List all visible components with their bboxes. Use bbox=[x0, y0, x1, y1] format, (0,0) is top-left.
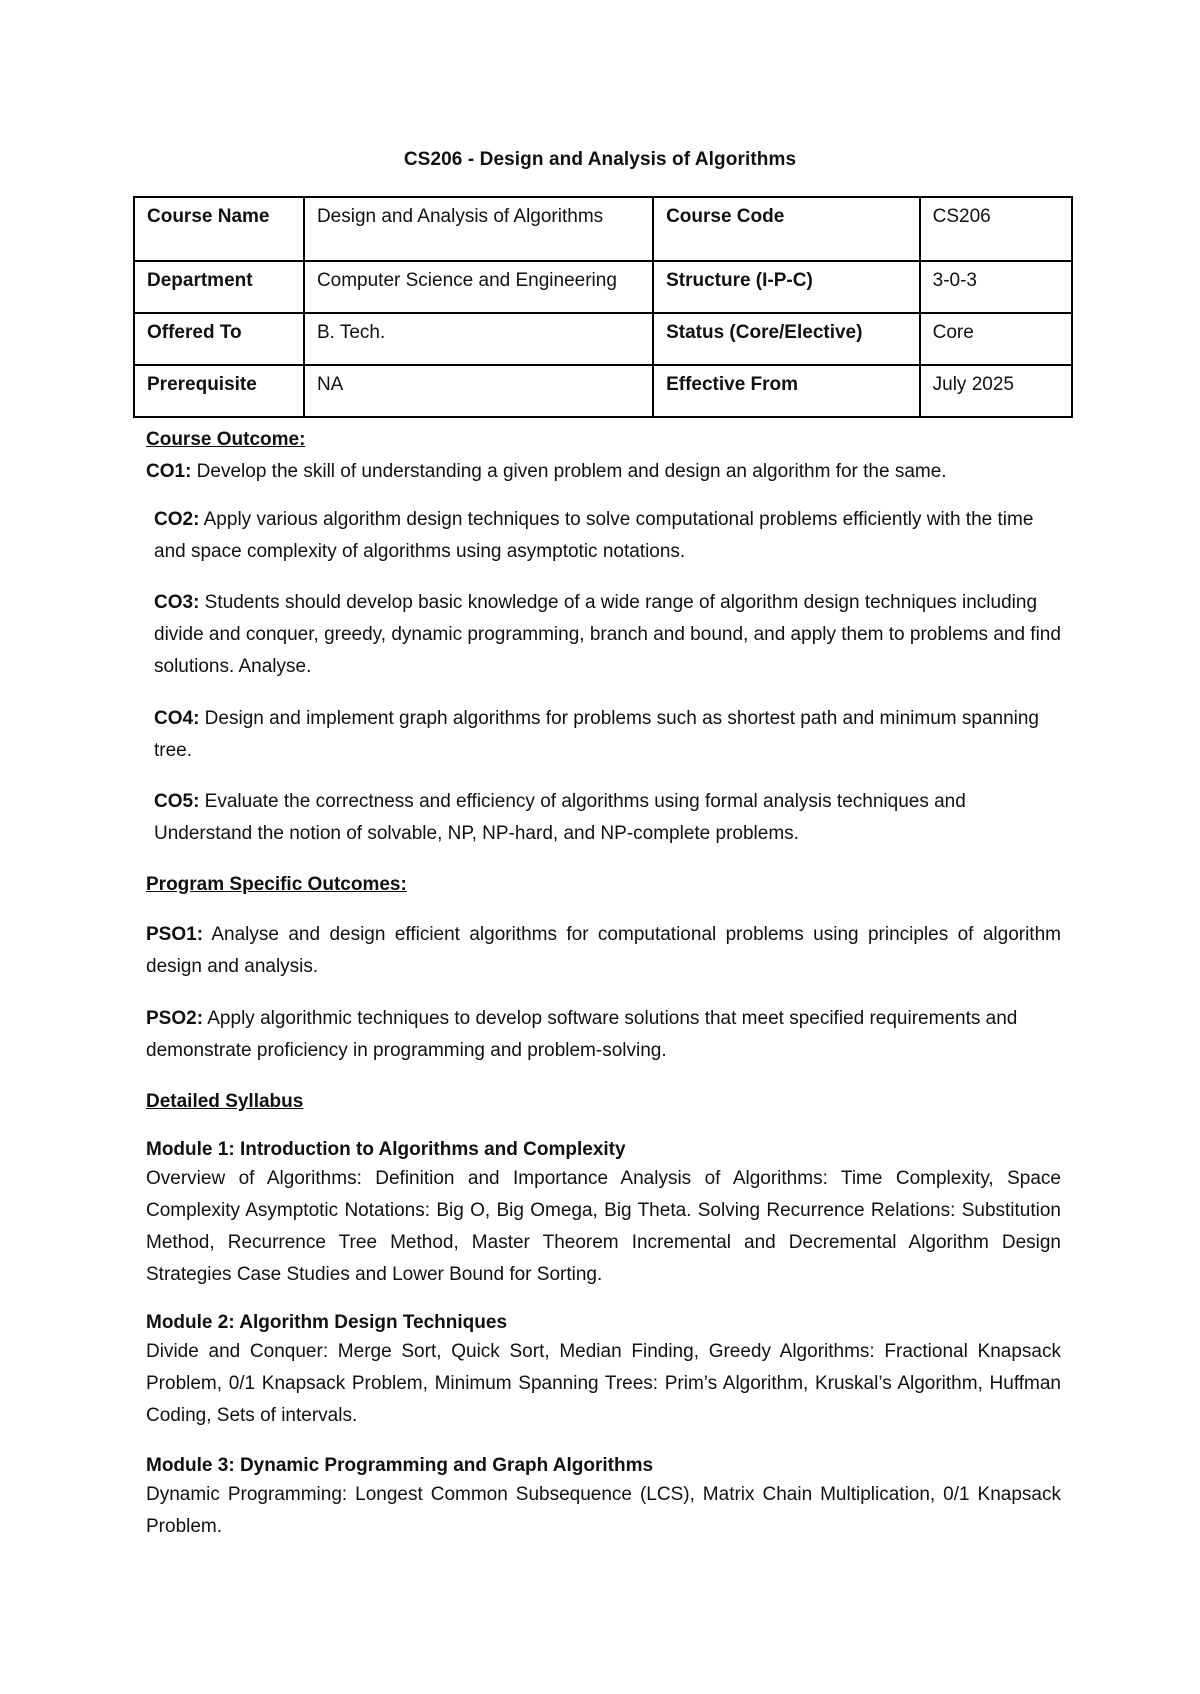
module-1 bbox=[146, 1137, 1061, 1291]
co-code: CO5: bbox=[154, 791, 200, 812]
course-info-table bbox=[133, 196, 1073, 418]
module-title: Module 3: Dynamic Programming and Graph Algorithms bbox=[146, 1455, 654, 1476]
co-text: Evaluate the correctness and efficiency of algorithms using formal analysis techniques and Understand the notion of solvable, NP, NP-hard, and NP-complete problems. bbox=[154, 791, 966, 844]
pso-text: Analyse and design efficient algorithms for computational problems using principles of algorithm design and analysis. bbox=[146, 924, 1061, 977]
module-title: Module 1: Introduction to Algorithms and Complexity bbox=[146, 1139, 626, 1160]
co3-paragraph bbox=[154, 587, 1064, 683]
table-cell: Department bbox=[134, 261, 304, 313]
co-code: CO1: bbox=[146, 461, 192, 482]
document-title: CS206 - Design and Analysis of Algorithms bbox=[403, 149, 797, 170]
module-text: Dynamic Programming: Longest Common Subsequence (LCS), Matrix Chain Multiplication, 0/1 Knapsack Problem. bbox=[146, 1484, 1061, 1537]
co-text: Apply various algorithm design techniques to solve computational problems efficiently with the time and space complexity of algorithms using asymptotic notations. bbox=[154, 509, 1034, 562]
syllabus-heading-text: Detailed Syllabus bbox=[146, 1091, 304, 1112]
table-cell: Computer Science and Engineering bbox=[304, 261, 653, 313]
co-code: CO3: bbox=[154, 592, 200, 613]
table-row bbox=[134, 313, 1072, 365]
table-cell: 3-0-3 bbox=[920, 261, 1072, 313]
pso-code: PSO2: bbox=[146, 1008, 204, 1029]
pso-text: Apply algorithmic techniques to develop software solutions that meet specified requirements and demonstrate proficiency in programming and problem-solving. bbox=[146, 1008, 1018, 1061]
table-cell: Structure (I-P-C) bbox=[653, 261, 920, 313]
module-title: Module 2: Algorithm Design Techniques bbox=[146, 1312, 508, 1333]
course-outcome-section bbox=[146, 424, 1066, 488]
table-cell: Course Code bbox=[653, 197, 920, 261]
co-text: Develop the skill of understanding a given problem and design an algorithm for the same. bbox=[191, 461, 947, 482]
syllabus-heading bbox=[146, 1086, 1061, 1118]
table-row bbox=[134, 365, 1072, 417]
table-cell: July 2025 bbox=[920, 365, 1072, 417]
module-text: Divide and Conquer: Merge Sort, Quick Sort, Median Finding, Greedy Algorithms: Fractional Knapsack Problem, 0/1 Knapsack Problem, Minimum Spanning Trees: Prim’s Algorithm, Kruskal’s Algorithm, Huffman Coding, Sets of intervals. bbox=[146, 1341, 1061, 1426]
table-row bbox=[134, 261, 1072, 313]
co1-paragraph bbox=[146, 456, 1066, 488]
co-text: Design and implement graph algorithms for problems such as shortest path and minimum spanning tree. bbox=[154, 708, 1039, 761]
co4-paragraph bbox=[154, 703, 1054, 767]
table-cell: Core bbox=[920, 313, 1072, 365]
pso1-paragraph bbox=[146, 919, 1061, 983]
pso-heading-text: Program Specific Outcomes: bbox=[146, 874, 407, 895]
pso2-paragraph bbox=[146, 1003, 1071, 1067]
table-cell: CS206 bbox=[920, 197, 1072, 261]
module-2 bbox=[146, 1310, 1061, 1432]
pso-heading bbox=[146, 869, 1061, 901]
module-text: Overview of Algorithms: Definition and Importance Analysis of Algorithms: Time Complexity, Space Complexity Asymptotic Notations: Big O, Big Omega, Big Theta. Solving Recurrence Relations: Substitution Method, Recurrence Tree Method, Master Theorem Incremental and Decremental Algorithm Design Strategies Case Studies and Lower Bound for Sorting. bbox=[146, 1168, 1061, 1285]
module-3 bbox=[146, 1453, 1061, 1543]
table-cell: Prerequisite bbox=[134, 365, 304, 417]
co2-paragraph bbox=[154, 504, 1054, 568]
co-code: CO4: bbox=[154, 708, 200, 729]
co-code: CO2: bbox=[154, 509, 200, 530]
table-cell: Design and Analysis of Algorithms bbox=[304, 197, 653, 261]
co5-paragraph bbox=[154, 786, 1054, 850]
table-cell: Status (Core/Elective) bbox=[653, 313, 920, 365]
table-cell: B. Tech. bbox=[304, 313, 653, 365]
pso-code: PSO1: bbox=[146, 924, 204, 945]
table-cell: NA bbox=[304, 365, 653, 417]
table-cell: Offered To bbox=[134, 313, 304, 365]
course-outcome-heading: Course Outcome: bbox=[146, 429, 306, 450]
table-cell: Course Name bbox=[134, 197, 304, 261]
table-cell: Effective From bbox=[653, 365, 920, 417]
table-row bbox=[134, 197, 1072, 261]
co-text: Students should develop basic knowledge of a wide range of algorithm design techniques including divide and conquer, greedy, dynamic programming, branch and bound, and apply them to problems and find solutions. Analyse. bbox=[154, 592, 1061, 677]
